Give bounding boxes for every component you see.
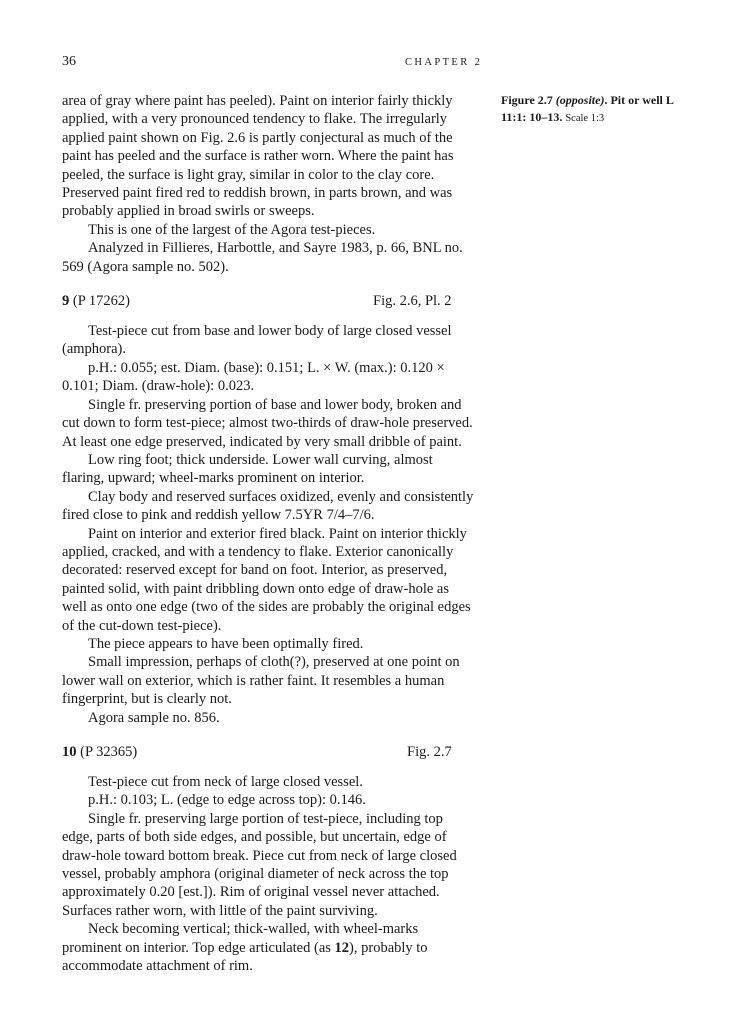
entry-10-paragraph: p.H.: 0.103; L. (edge to edge across top): 0.146. (88, 792, 366, 809)
caption-figure-label: Figure 2.7 (501, 93, 553, 107)
entry-9-paragraph: Paint on interior and exterior fired black. Paint on interior thickly applied, cracked, and with a tendency to flake. Exterior canonically decorated: reserved except for band on foot. Interior, as preserved, painted solid, with paint dribbling down onto edge of draw-hole as well as onto one edge (two of the sides are probably the original edges of the cut-down test-piece). (62, 525, 471, 634)
entry-9-paragraph: p.H.: 0.055; est. Diam. (base): 0.151; L. × W. (max.): 0.120 × 0.101; Diam. (draw-hole): 0.023. (62, 359, 445, 395)
entry-10-figure-reference: Fig. 2.7 (407, 744, 452, 760)
entry-10-heading (62, 743, 474, 761)
entry-10-paragraph-last: Neck becoming vertical; thick-walled, with wheel-marks prominent on interior. Top edge articulated (as 12), probably to accommodate attachment of rim. (62, 921, 428, 975)
entry-9-paragraph: Agora sample no. 856. (88, 709, 220, 726)
entry-9-heading (62, 292, 474, 310)
page-number: 36 (62, 54, 76, 69)
caption-title: . Pit or well L 11:1: 10–13. (501, 93, 674, 124)
entry-9-paragraph: Test-piece cut from base and lower body of large closed vessel (amphora). (62, 323, 452, 358)
entry-9-paragraph: Clay body and reserved surfaces oxidized, evenly and consistently fired close to pink and reddish yellow 7.5YR 7/4–7/6. (62, 488, 474, 524)
entry-9-paragraph: Single fr. preserving portion of base and lower body, broken and cut down to form test-piece; almost two-thirds of draw-hole preserved. At least one edge preserved, indicated by very small dribble of paint. (62, 396, 473, 450)
entry-10-paragraph: Test-piece cut from neck of large closed vessel. (88, 774, 363, 790)
entry-9-paragraph: Low ring foot; thick underside. Lower wall curving, almost flaring, upward; wheel-marks prominent on interior. (62, 451, 433, 487)
figure-caption (501, 92, 686, 127)
entry-9-paragraph: Small impression, perhaps of cloth(?), preserved at one point on lower wall on exterior, which is rather faint. It resembles a human fingerprint, but is clearly not. (62, 654, 460, 708)
entry-9-paragraph: The piece appears to have been optimally fired. (88, 635, 364, 652)
entry-9-number: 9 (P 17262) (62, 293, 130, 310)
entry-10-paragraph: Single fr. preserving large portion of test-piece, including top edge, parts of both side edges, and possible, but uncertain, edge of draw-hole toward bottom break. Piece cut from neck of large closed vessel, probably amphora (original diameter of neck across the top approximately 0.20 [est.]). Rim of original vessel never attached. Surfaces rather worn, with little of the paint surviving. (62, 810, 457, 919)
entry-10-number: 10 (P 32365) (62, 744, 138, 760)
entry-9-figure-reference: Fig. 2.6, Pl. 2 (373, 293, 452, 310)
caption-scale: Scale 1:3 (565, 113, 605, 124)
continued-paragraph-2: This is one of the largest of the Agora test-pieces. (88, 221, 376, 238)
continued-paragraph-1: area of gray where paint has peeled). Paint on interior fairly thickly applied, with a very pronounced tendency to flake. The irregularly applied paint shown on Fig. 2.6 is partly conjectural as much of the paint has peeled and the surface is rather worn. Where the paint has peeled, the surface is light gray, similar in color to the clay core. Preserved paint fired red to reddish brown, in parts brown, and was probably applied in broad swirls or sweeps. (62, 93, 454, 220)
continued-paragraph-3: Analyzed in Fillieres, Harbottle, and Sayre 1983, p. 66, BNL no. 569 (Agora sample no. 502). (62, 240, 463, 275)
main-text-column (62, 92, 474, 975)
cross-reference-12: 12 (334, 939, 350, 956)
caption-opposite: (opposite) (555, 93, 605, 107)
running-head: CHAPTER 2 (405, 57, 483, 68)
